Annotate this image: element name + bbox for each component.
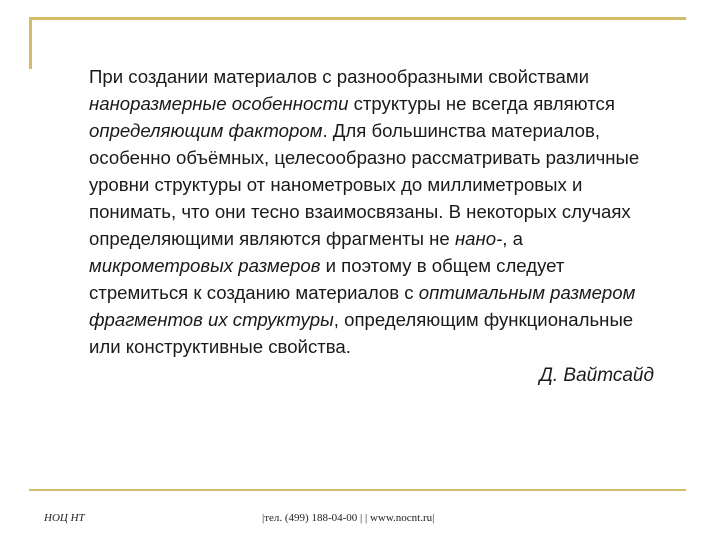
quote-block: [89, 63, 664, 389]
quote-author: Д. Вайтсайд: [539, 365, 654, 386]
quote-segment: . Для большинства материалов, особенно объёмных, целесообразно рассматривать различные уровни структуры от нанометровых до миллиметровых и понимать, что они тесно взаимосвязаны. В некоторых случаях определяющими являются фрагменты не: [89, 120, 640, 249]
quote-segment: , определяющим функциональные или конструктивные свойства.: [89, 309, 634, 357]
quote-text: [89, 63, 664, 360]
frame-left-rule: [29, 17, 32, 69]
quote-segment-emphasis: микрометровых размеров: [89, 255, 321, 276]
quote-segment: При создании материалов с разнообразными свойствами: [89, 66, 589, 87]
quote-segment-emphasis: наноразмерные особенности: [89, 93, 349, 114]
quote-segment-emphasis: оптимальным размером фрагментов их структуры: [89, 282, 636, 330]
footer-org: НОЦ НТ: [44, 512, 85, 524]
frame-top-rule: [29, 17, 686, 20]
quote-segment: и поэтому в общем следует стремиться к созданию материалов с: [89, 255, 565, 303]
quote-segment: , а: [502, 228, 523, 249]
quote-segment-emphasis: определяющим фактором: [89, 120, 323, 141]
quote-segment-emphasis: нано-: [454, 228, 503, 249]
footer-contact: |тел. (499) 188-04-00 | | www.nocnt.ru|: [262, 512, 435, 524]
quote-segment: структуры не всегда являются: [348, 93, 615, 114]
footer-rule: [29, 489, 686, 491]
